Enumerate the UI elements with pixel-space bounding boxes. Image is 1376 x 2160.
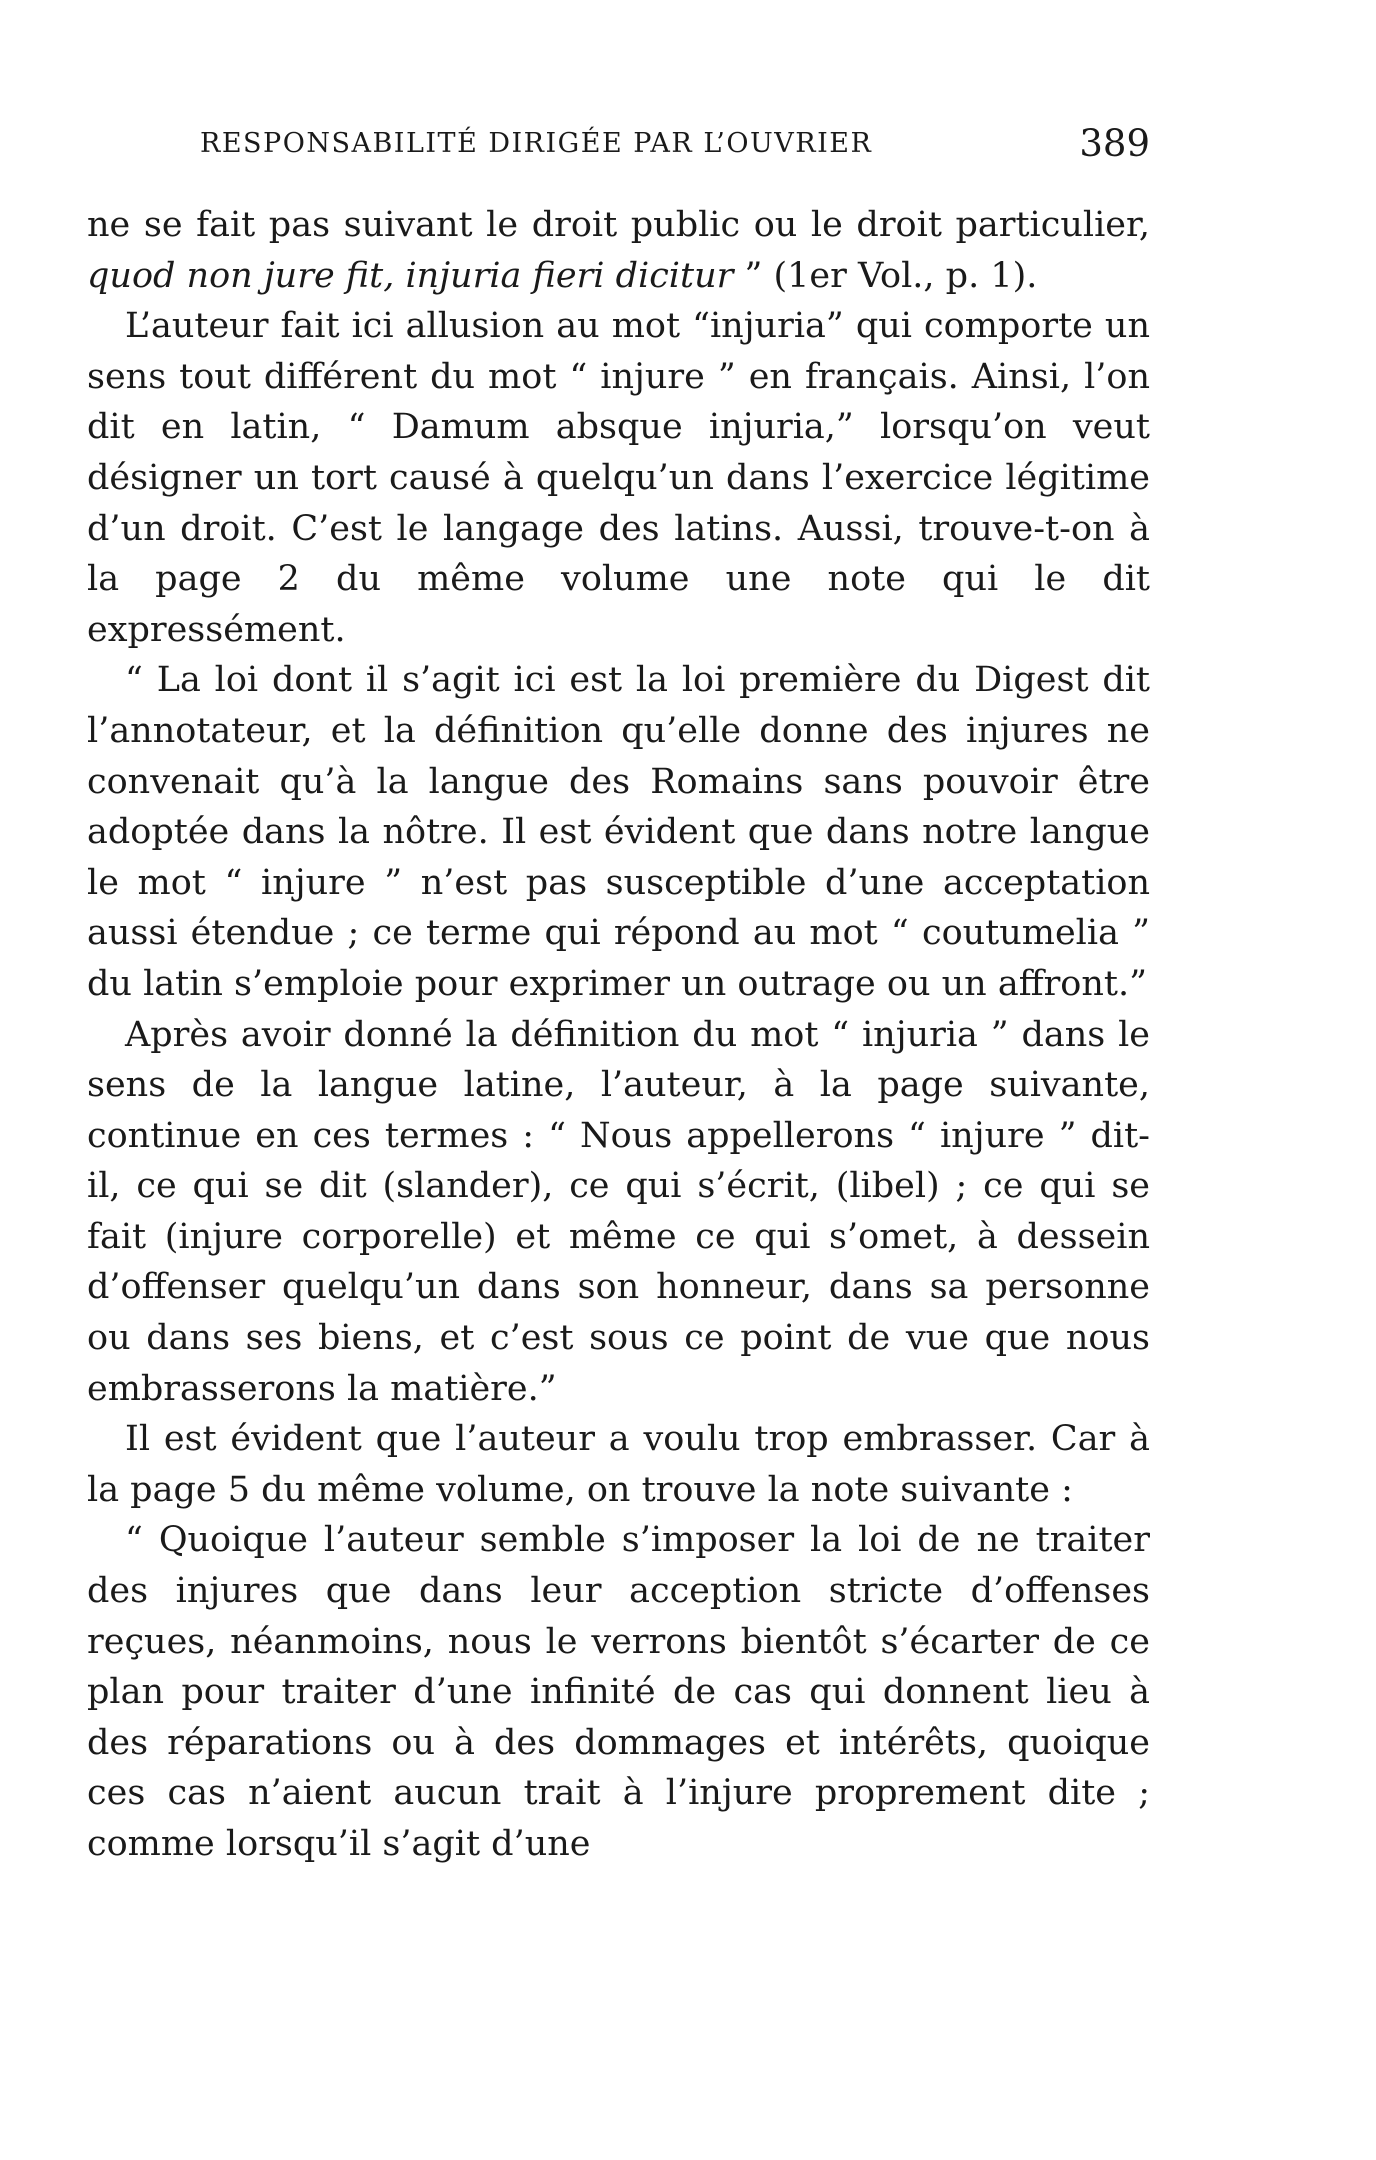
running-head (200, 122, 1150, 170)
body-text (87, 200, 1150, 1870)
paragraph-text: ” (1er Vol., p. 1). (733, 255, 1038, 296)
paragraph-text: ne se fait pas suivant le droit public ou le droit particulier, (87, 205, 1150, 245)
paragraph: “ Quoique l’auteur semble s’imposer la loi de ne traiter des injures que dans leur acception stricte d’offenses reçues, néanmoins, nous le verrons bientôt s’écarter de ce plan pour traiter d’une infinité de cas qui donnent lieu à des réparations ou à des dommages et intérêts, quoique ces cas n’aient aucun trait à l’injure proprement dite ; comme lorsqu’il s’agit d’une (87, 1520, 1150, 1864)
latin-quotation: quod non jure fit, injuria fieri dicitur (87, 255, 734, 296)
paragraph: Il est évident que l’auteur a voulu trop embrasser. Car à la page 5 du même volume, on trouve la note suivante : (87, 1419, 1150, 1510)
running-title: RESPONSABILITÉ DIRIGÉE PAR L’OUVRIER (200, 128, 873, 159)
page-number: 389 (1079, 122, 1150, 165)
paragraph: Après avoir donné la définition du mot “ injuria ” dans le sens de la langue latine, l’auteur, à la page suivante, continue en ces termes : “ Nous appellerons “ injure ” dit-il, ce qui se dit (slander), ce qui s’écrit, (libel) ; ce qui se fait (injure corporelle) et même ce qui s’omet, à dessein d’offenser quelqu’un dans son honneur, dans sa personne ou dans ses biens, et c’est sous ce point de vue que nous embrasserons la matière.” (87, 1014, 1150, 1409)
paragraph: L’auteur fait ici allusion au mot “injuria” qui comporte un sens tout différent du mot “ injure ” en français. Ainsi, l’on dit en latin, “ Damum absque injuria,” lorsqu’on veut désigner un tort causé à quelqu’un dans l’exercice légitime d’un droit. C’est le langage des latins. Aussi, trouve-t-on à la page 2 du même volume une note qui le dit expressément. (87, 306, 1150, 650)
paragraph: “ La loi dont il s’agit ici est la loi première du Digest dit l’annotateur, et la définition qu’elle donne des injures ne convenait qu’à la langue des Romains sans pouvoir être adoptée dans la nôtre. Il est évident que dans notre langue le mot “ injure ” n’est pas susceptible d’une acceptation aussi étendue ; ce terme qui répond au mot “ coutumelia ” du latin s’emploie pour exprimer un outrage ou un affront.” (87, 660, 1150, 1004)
paragraph (87, 200, 1150, 301)
